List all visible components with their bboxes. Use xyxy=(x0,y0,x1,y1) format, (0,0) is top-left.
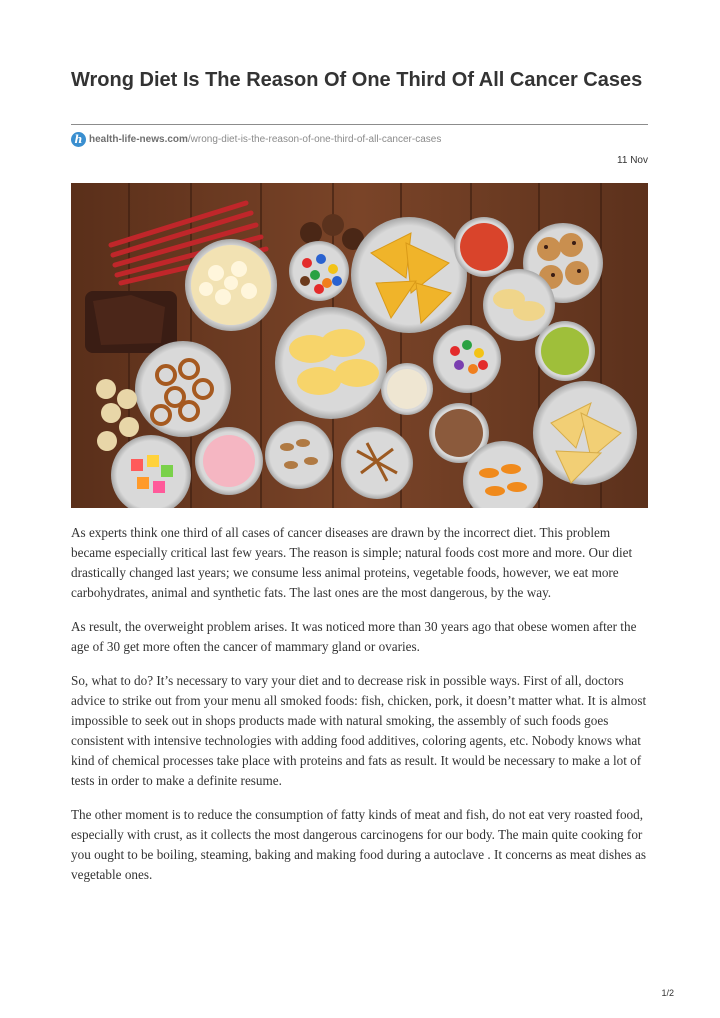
source-domain: health-life-news.com xyxy=(89,133,188,145)
title-divider xyxy=(71,124,648,125)
source-line xyxy=(71,130,441,148)
article-paragraph: The other moment is to reduce the consumption of fatty kinds of meat and fish, do not eat very roasted food, especially with crust, as it collects the most dangerous carcinogens for our body. The main quite cooking for you ought to be boiling, steaming, baking and making food during a autoclave . It concerns as meat dishes as vegetable ones. xyxy=(71,807,646,882)
source-link[interactable] xyxy=(89,134,441,145)
publish-date: 11 Nov xyxy=(617,155,648,166)
article-paragraph: So, what to do? It’s necessary to vary your diet and to decrease risk in possible ways. First of all, doctors advice to strike out from your menu all smoked foods: fish, chicken, pork, it doesn’t matter what. It is almost impossible to seek out in shops products made with natural smoking, the assembly of such foods goes consistent with intensive technologies with adding food additives, coloring agents, etc. Nobody knows what kind of chemical processes take place with proteins and fats as result. It would be necessary to make a lot of tests in order to make a definite resume. xyxy=(71,673,647,788)
article-body xyxy=(71,523,651,899)
page-title: Wrong Diet Is The Reason Of One Third Of All Cancer Cases xyxy=(71,69,643,91)
article-paragraph: As experts think one third of all cases of cancer diseases are drawn by the incorrect diet. This problem became especially critical last few years. The reason is simple; natural foods cost more and more. Our diet drastically changed last years; we consume less animal proteins, vegetable foods, however, we eat more carbohydrates, animal and synthetic fats. The last ones are the most dangerous, by the way. xyxy=(71,525,633,600)
article-paragraph: As result, the overweight problem arises. It was noticed more than 30 years ago that obese women after the age of 30 get more often the cancer of mammary gland or ovaries. xyxy=(71,619,637,654)
page-indicator: 1/2 xyxy=(661,988,674,998)
site-logo-icon: h xyxy=(71,132,86,147)
article-photo xyxy=(71,183,648,508)
source-path: /wrong-diet-is-the-reason-of-one-third-of-all-cancer-cases xyxy=(187,133,442,145)
